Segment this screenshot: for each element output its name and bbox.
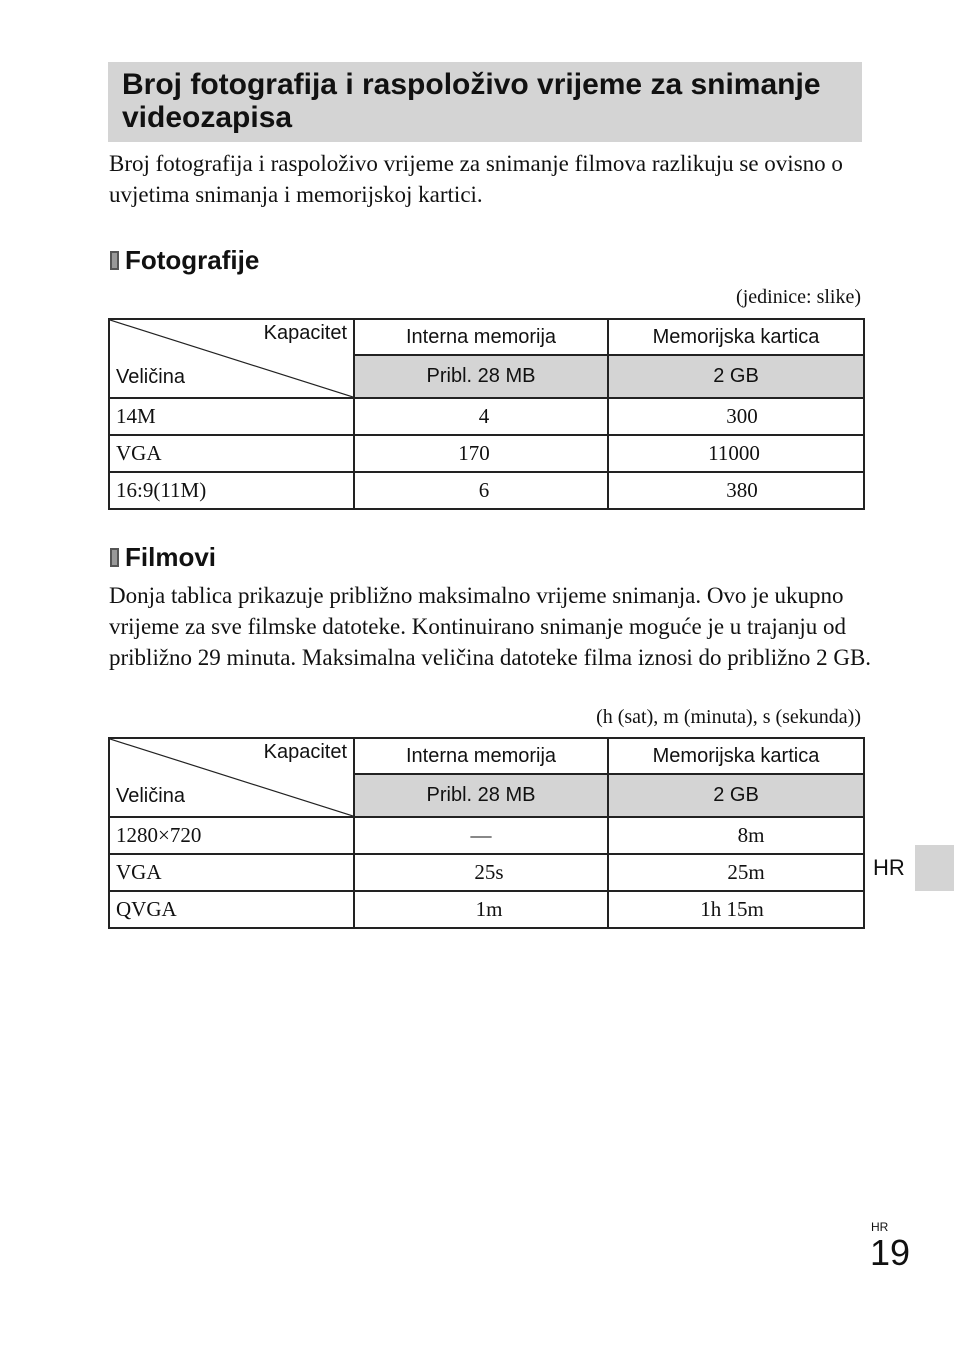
card-value: 8m [608,817,864,854]
side-tab-band [915,845,954,891]
card-value: 25m [608,854,864,891]
section-marker-icon [110,251,119,270]
movies-table [108,737,865,929]
col-sub-card: 2 GB [608,774,864,817]
side-language-tab: HR [873,855,905,880]
capacity-label: Kapacitet [263,741,347,763]
section-heading-movies-text: Filmovi [125,542,217,572]
col-sub-internal: Pribl. 28 MB [354,355,608,398]
movies-description: Donja tablica prikazuje približno maksimalno vrijeme snimanja. Ovo je ukupno vrijeme za sve filmske datoteke. Kontinuirano snimanje moguće je u trajanju od približno 29 minuta. Maksimalna veličina datoteke filma iznosi do približno 2 GB. [109,583,872,670]
row-label: VGA [109,435,354,472]
internal-value: 4 [354,398,608,435]
section-heading-movies [110,542,216,572]
card-value: 11000 [608,435,864,472]
table-row [109,472,864,509]
internal-value: 1m [354,891,608,928]
title-band [108,62,862,142]
row-label: 1280×720 [109,817,354,854]
card-value: 380 [608,472,864,509]
internal-value: 170 [354,435,608,472]
col-header-internal: Interna memorija [354,319,608,355]
size-label: Veličina [116,366,185,388]
table-row [109,398,864,435]
photos-diagonal-header [109,319,354,398]
page-title: Broj fotografija i raspoloživo vrijeme za snimanje videozapisa [122,68,821,134]
col-header-card: Memorijska kartica [608,319,864,355]
row-label: QVGA [109,891,354,928]
table-row [109,435,864,472]
table-row [109,891,864,928]
section-heading-photos [110,245,259,275]
movies-diagonal-header [109,738,354,817]
intro-paragraph: Broj fotografija i raspoloživo vrijeme za snimanje filmova razlikuju se ovisno o uvjetima snimanja i memorijskoj kartici. [109,151,843,207]
table-row [109,817,864,854]
footer-language: HR [871,1220,889,1234]
section-marker-icon [110,548,119,567]
table-row [109,854,864,891]
movies-units-note: (h (sat), m (minuta), s (sekunda)) [596,706,861,728]
internal-value: 25s [354,854,608,891]
col-sub-internal: Pribl. 28 MB [354,774,608,817]
internal-value: 6 [354,472,608,509]
photos-units-note: (jedinice: slike) [736,286,861,308]
capacity-label: Kapacitet [263,322,347,344]
size-label: Veličina [116,785,185,807]
card-value: 300 [608,398,864,435]
row-label: VGA [109,854,354,891]
col-header-card: Memorijska kartica [608,738,864,774]
section-heading-photos-text: Fotografije [125,245,260,275]
internal-value: — [354,817,608,854]
row-label: 14M [109,398,354,435]
col-sub-card: 2 GB [608,355,864,398]
page-number: 19 [870,1232,911,1273]
row-label: 16:9(11M) [109,472,354,509]
card-value: 1h 15m [608,891,864,928]
col-header-internal: Interna memorija [354,738,608,774]
photos-table [108,318,865,510]
